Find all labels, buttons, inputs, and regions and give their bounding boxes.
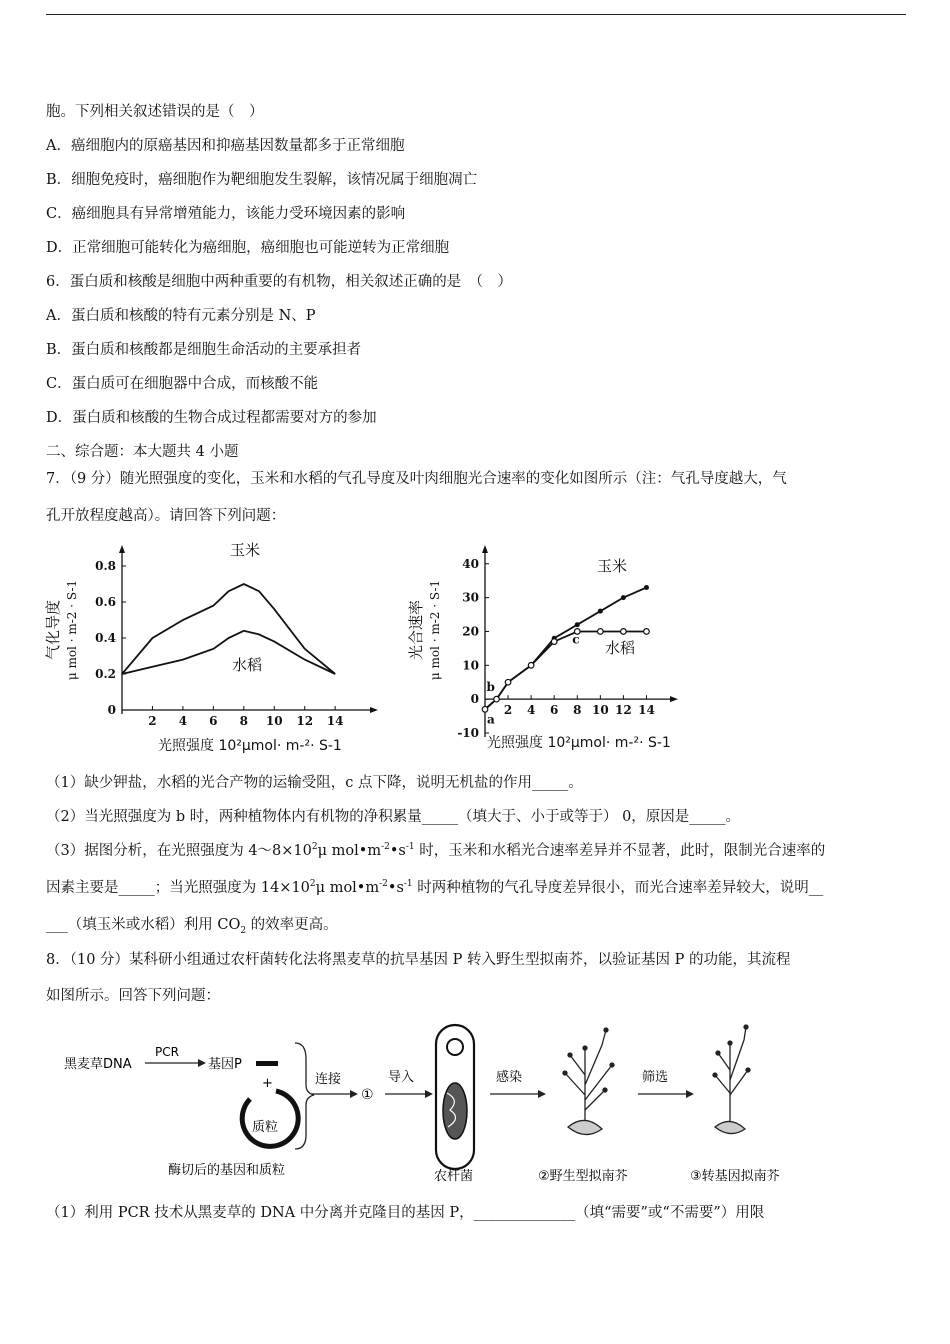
brace <box>295 1043 314 1149</box>
caption-transgenic: ③转基因拟南芥 <box>690 1169 780 1184</box>
y-axis-label: 气化导度 <box>44 599 62 661</box>
section-2-heading: 二、综合题：本大题共 4 小题 <box>46 444 239 460</box>
point-c-label: c <box>572 632 580 647</box>
option-6d: D．蛋白质和核酸的生物合成过程都需要对方的参加 <box>46 410 377 426</box>
gene-fragment <box>256 1061 278 1066</box>
plasmid-circle <box>242 1091 298 1146</box>
option-5a: A．癌细胞内的原癌基因和抑癌基因数量都多于正常细胞 <box>46 138 405 154</box>
y-tick-label: 30 <box>462 590 479 605</box>
y-axis-unit: μ mol · m-2 · S-1 <box>65 579 79 681</box>
flow-pcr-label: PCR <box>155 1045 179 1059</box>
caption-gene-plasmid: 酶切后的基因和质粒 <box>168 1163 286 1178</box>
series-label-2: 水稻 <box>232 656 263 674</box>
y-axis-arrow <box>482 545 488 553</box>
series-point <box>575 622 580 627</box>
y-axis-unit: μ mol · m-2 · S-1 <box>428 579 442 681</box>
header-rule <box>46 14 906 15</box>
y-tick-label: 10 <box>462 658 479 673</box>
question-8-stem-line1: 8．（10 分）某科研小组通过农杆菌转化法将黑麦草的抗旱基因 P 转入野生型拟南芥，以验证基因 P 的功能，其流程 <box>46 952 791 968</box>
question-8-part1: （1）利用 PCR 技术从黑麦草的 DNA 中分离并克隆目的基因 P，______________（填“需要”或“不需要”）用限 <box>46 1205 765 1221</box>
question-7-stem-line1: 7．（9 分）随光照强度的变化，玉米和水稻的气孔导度及叶肉细胞光合速率的变化如图所示（注：气孔导度越大，气 <box>46 471 787 487</box>
transgenic-flow-diagram <box>40 1015 860 1190</box>
option-6a: A．蛋白质和核酸的特有元素分别是 N、P <box>46 308 316 324</box>
series-point <box>494 696 500 702</box>
series-point <box>598 609 603 614</box>
flow-select-label: 筛选 <box>642 1070 669 1085</box>
x-tick-label: 6 <box>209 714 218 728</box>
x-tick-label: 12 <box>615 703 632 718</box>
flow-gene-label: 基因P <box>208 1057 242 1072</box>
x-axis-arrow <box>670 696 678 702</box>
series-label-1: 玉米 <box>597 557 628 575</box>
question-5-stem-end: 胞。下列相关叙述错误的是（ ） <box>46 104 264 120</box>
series-point <box>598 629 604 635</box>
flow-import-label: 导入 <box>388 1070 415 1085</box>
series-label-2: 水稻 <box>605 639 636 657</box>
y-tick-label: 0.4 <box>95 631 116 645</box>
option-5d: D．正常细胞可能转化为癌细胞，癌细胞也可能逆转为正常细胞 <box>46 240 450 256</box>
y-tick-label: 0.8 <box>95 559 116 573</box>
x-tick-label: 6 <box>550 703 559 718</box>
series-point <box>505 679 511 685</box>
caption-agrobacterium: 农杆菌 <box>434 1169 474 1184</box>
x-tick-label: 2 <box>148 714 157 728</box>
series-point <box>528 663 534 669</box>
y-tick-label: 0 <box>470 692 479 707</box>
point-a-marker <box>482 707 488 713</box>
caption-wild-type: ②野生型拟南芥 <box>538 1169 628 1184</box>
y-tick-label: 20 <box>462 624 479 639</box>
series-point <box>551 639 557 645</box>
x-tick-label: 10 <box>265 714 283 728</box>
x-tick-label: 14 <box>638 703 655 718</box>
stomatal-conductance-chart <box>40 535 380 760</box>
series-point <box>644 585 649 590</box>
plasmid-label: 质粒 <box>252 1120 279 1135</box>
question-7-stem-line2: 孔开放程度越高）。请回答下列问题： <box>46 508 286 524</box>
flow-connect-label: 连接 <box>315 1072 342 1087</box>
series-line-1 <box>122 584 335 674</box>
x-tick-label: 8 <box>573 703 582 718</box>
option-5c: C．癌细胞具有异常增殖能力，该能力受环境因素的影响 <box>46 206 406 222</box>
y-axis-arrow <box>119 545 125 553</box>
question-8-stem-line2: 如图所示。回答下列问题： <box>46 988 220 1004</box>
series-label-1: 玉米 <box>230 541 261 559</box>
y-tick-label: 0.6 <box>95 595 116 609</box>
photosynthesis-rate-chart <box>405 535 715 760</box>
x-tick-label: 4 <box>178 714 188 728</box>
flow-plus: + <box>262 1076 273 1091</box>
wild-type-plant <box>563 1028 614 1135</box>
question-7-part2: （2）当光照强度为 b 时，两种植物体内有机物的净积累量_____（填大于、小于或等于） 0，原因是_____。 <box>46 809 741 825</box>
x-tick-label: 8 <box>239 714 248 728</box>
x-tick-label: 10 <box>591 703 609 718</box>
y-tick-label: 0 <box>107 703 116 717</box>
x-tick-label: 2 <box>503 703 513 718</box>
option-5b: B．细胞免疫时，癌细胞作为靶细胞发生裂解，该情况属于细胞凋亡 <box>46 172 478 188</box>
y-tick-label: 40 <box>462 556 479 571</box>
question-7-part3-line3: ___（填玉米或水稻）利用 $CO_2$ 的效率更高。 <box>46 917 338 936</box>
point-b-label: b <box>486 680 495 695</box>
flow-infect-label: 感染 <box>496 1070 523 1085</box>
x-axis-arrow <box>370 707 378 713</box>
x-axis-label: 光照强度 10²μmol· m-²· S-1 <box>487 735 671 751</box>
question-7-part3-line2: 因素主要是_____；当光照强度为 $14\times 10^2\mu$ $mol•m^{-2}•s^{-1}$ 时两种植物的气孔导度差异很小，而光合速率差异较大，说明__ <box>46 879 824 896</box>
flow-step1: ① <box>361 1087 374 1103</box>
option-6b: B．蛋白质和核酸都是细胞生命活动的主要承担者 <box>46 342 362 358</box>
series-point <box>621 595 626 600</box>
x-tick-label: 14 <box>326 714 344 728</box>
series-point <box>621 629 627 635</box>
series-point <box>644 629 650 635</box>
question-7-part1: （1）缺少钾盐，水稻的光合产物的运输受阻，c 点下降，说明无机盐的作用_____。 <box>46 775 583 791</box>
option-6c: C．蛋白质可在细胞器中合成，而核酸不能 <box>46 376 319 392</box>
x-tick-label: 4 <box>526 703 536 718</box>
transgenic-plant <box>713 1025 750 1134</box>
y-tick-label: 0.2 <box>95 667 116 681</box>
y-axis-label: 光合速率 <box>407 599 425 661</box>
point-a-label: a <box>487 712 495 727</box>
question-7-part3-line1: （3）据图分析，在光照强度为 $4\sim 8\times 10^2\mu$ $mol•m^{-2}•s^{-1}$ 时，玉米和水稻光合速率差异并不显著，此时，限制光合速率的 <box>46 842 826 859</box>
question-6-stem: 6．蛋白质和核酸是细胞中两种重要的有机物，相关叙述正确的是 （ ） <box>46 274 512 290</box>
y-tick-label: -10 <box>457 726 479 740</box>
x-tick-label: 12 <box>296 714 314 728</box>
flow-dna-label: 黑麦草DNA <box>64 1057 132 1072</box>
x-axis-label: 光照强度 10²μmol· m-²· S-1 <box>158 738 342 754</box>
